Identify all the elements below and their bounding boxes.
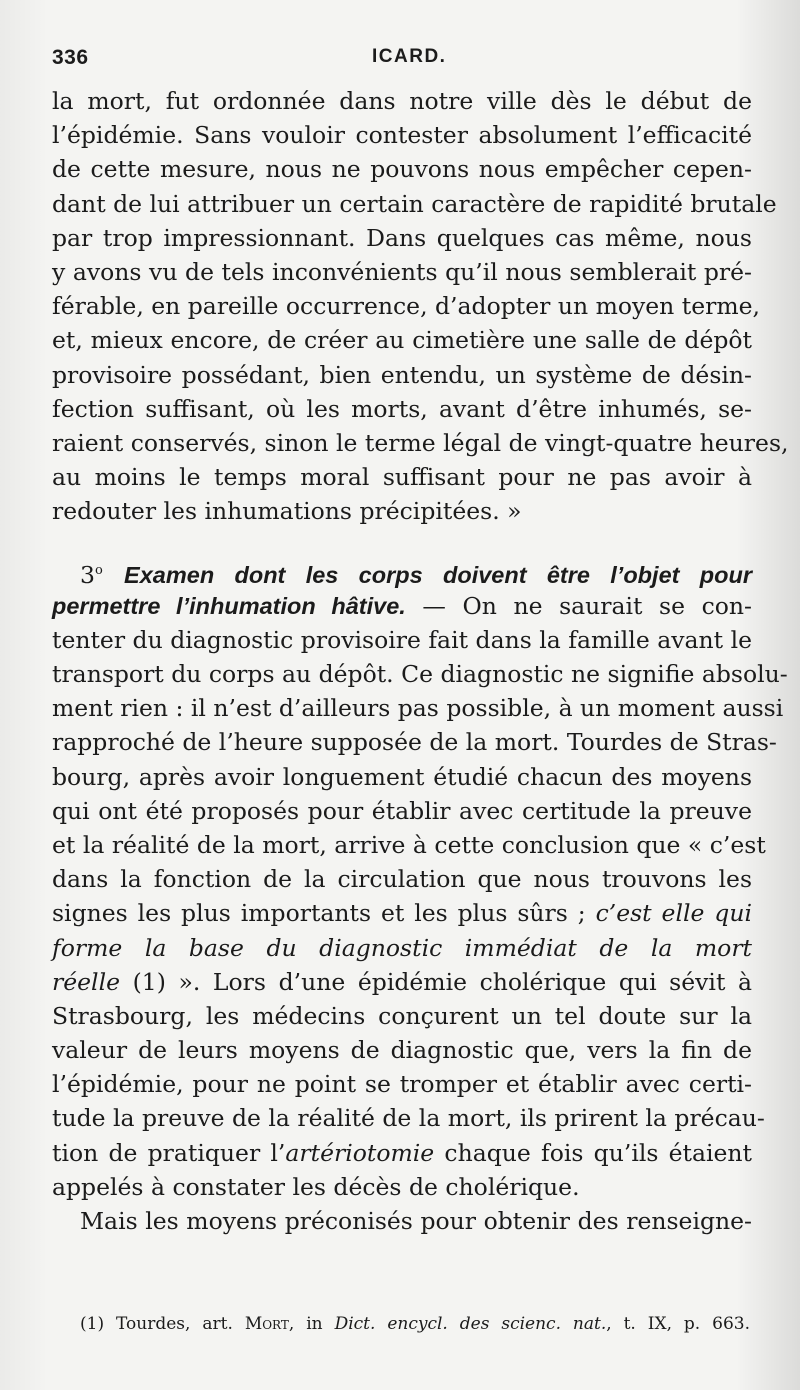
text-line: appelés à constater les décès de cholérique. [52, 1172, 580, 1201]
text-line: de cette mesure, nous ne pouvons nous empêcher cepen- [52, 155, 752, 184]
text-line: par trop impressionnant. Dans quelques cas même, nous [52, 223, 752, 252]
text-line: provisoire possédant, bien entendu, un système de désin- [52, 360, 752, 389]
text-line: et, mieux encore, de créer au cimetière une salle de dépôt [52, 326, 752, 355]
text-run: chaque fois qu’ils étaient [434, 1138, 752, 1167]
paragraph-gap [52, 528, 752, 554]
text-line: et la réalité de la mort, arrive à cette conclusion que « c’est [52, 830, 766, 859]
section-heading-line-2 [52, 589, 752, 623]
text-line: l’épidémie. Sans vouloir contester absolument l’efficacité [52, 121, 752, 150]
footnote-source: Dict. encycl. des scienc. nat. [334, 1314, 607, 1334]
text-line [52, 965, 752, 999]
text-line: tenter du diagnostic provisoire fait dans la famille avant le [52, 625, 752, 654]
text-line: au moins le temps moral suffisant pour ne pas avoir à [52, 463, 752, 492]
text-line: Strasbourg, les médecins conçurent un tel doute sur la [52, 1001, 752, 1030]
section-title-continued: permettre l’inhumation hâtive. [52, 592, 406, 619]
text-line: férable, en pareille occurrence, d’adopter un moyen terme, [52, 292, 761, 321]
text-line: dans la fonction de la circulation que nous trouvons les [52, 865, 752, 894]
text-line: raient conservés, sinon le terme légal de vingt-quatre heures, [52, 428, 789, 457]
footnote-author: Tourdes, art. [116, 1314, 245, 1334]
text-line: Mais les moyens préconisés pour obtenir des renseigne- [80, 1207, 752, 1235]
page-number: 336 [52, 46, 89, 69]
section-heading-line [52, 554, 752, 588]
footnote-text: , in [288, 1314, 335, 1334]
body-text [52, 84, 789, 1238]
section-title: Examen dont les corps doivent être l’objet pour [124, 562, 752, 589]
text-line: transport du corps au dépôt. Ce diagnostic ne signifie absolu- [52, 660, 788, 688]
text-line: y avons vu de tels inconvénients qu’il nous semblerait pré- [52, 257, 752, 286]
italic-quote: réelle [52, 967, 120, 996]
text-run: (1) ». Lors d’une épidémie cholérique qui sévit à [120, 967, 752, 996]
text-line: la mort, fut ordonnée dans notre ville dès le début de [52, 87, 752, 115]
italic-quote-line: forme la base du diagnostic immédiat de la mort [52, 933, 752, 962]
text-run: — On ne saurait se con- [405, 591, 752, 620]
text-line [52, 896, 752, 930]
text-line: rapproché de l’heure supposée de la mort. Tourdes de Stras- [52, 728, 777, 757]
text-line: ment rien : il n’est d’ailleurs pas possible, à un moment aussi [52, 694, 784, 723]
text-line: bourg, après avoir longuement étudié chacun des moyens [52, 762, 752, 791]
text-line: valeur de leurs moyens de diagnostic que, vers la fin de [52, 1036, 752, 1065]
italic-term: artériotomie [285, 1138, 435, 1167]
text-run: signes les plus importants et les plus sûrs ; [52, 899, 596, 928]
text-run: tion de pratiquer l’ [52, 1138, 286, 1167]
section-number-suffix: o [94, 563, 103, 579]
footnote-marker: (1) [80, 1314, 105, 1334]
section-number: 3 [80, 561, 95, 590]
text-line: qui ont été proposés pour établir avec certitude la preuve [52, 796, 752, 825]
text-line [52, 1136, 752, 1170]
footnote [80, 1312, 750, 1336]
text-line: fection suffisant, où les morts, avant d’être inhumés, se- [52, 394, 752, 423]
text-line: l’épidémie, pour ne point se tromper et établir avec certi- [52, 1070, 752, 1099]
text-line: dant de lui attribuer un certain caractère de rapidité brutale [52, 189, 777, 218]
italic-quote: c’est elle qui [595, 899, 753, 928]
footnote-article: Mort [244, 1314, 289, 1334]
text-line: tude la preuve de la réalité de la mort, ils prirent la précau- [52, 1104, 765, 1133]
running-title: ICARD. [372, 46, 447, 67]
page-header [52, 42, 760, 74]
footnote-volume: , t. IX, p. 663. [606, 1314, 750, 1334]
text-line: redouter les inhumations précipitées. » [52, 497, 522, 526]
